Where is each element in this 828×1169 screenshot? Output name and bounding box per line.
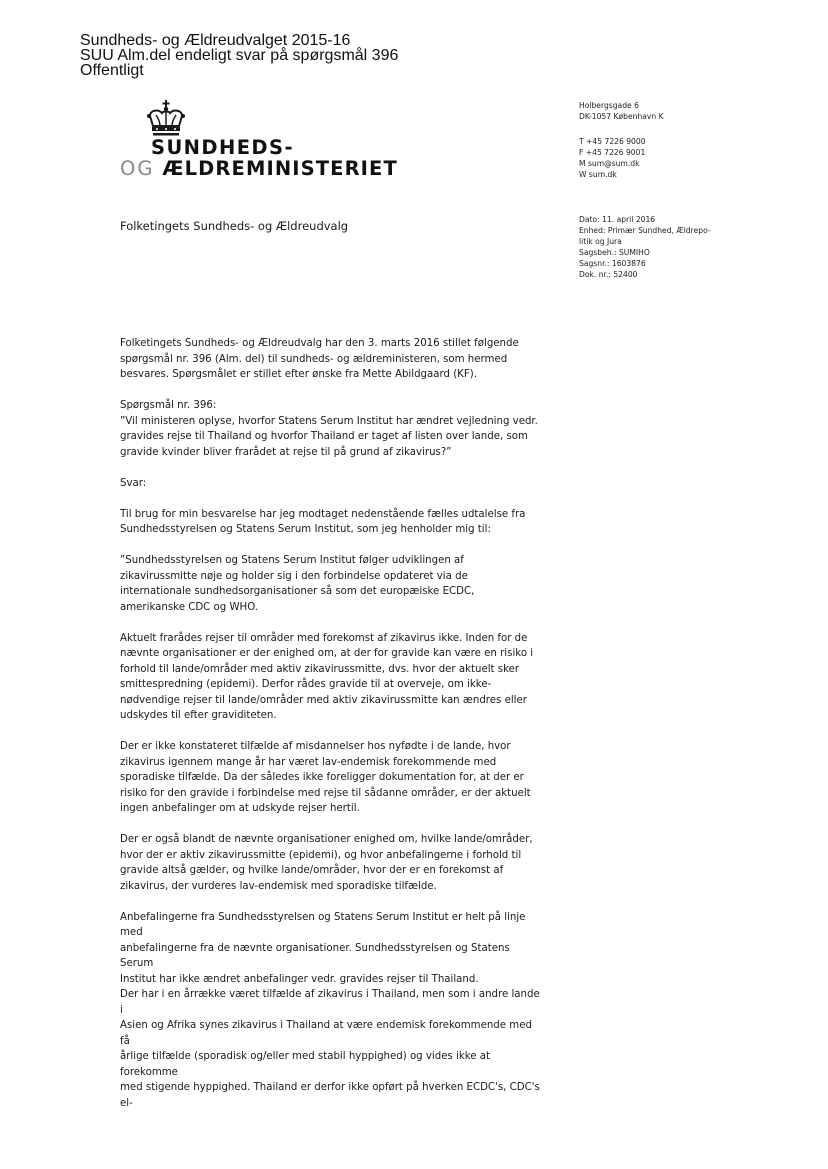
question-text: ”Vil ministeren oplyse, hvorfor Statens Serum Institut har ændret vejledning vedr. gravides rejse til Thailand og hvorfor Thailand er taget af listen over lande, som gravide kvinder bliver frarådet at rejse til på grund af zikavirus?” [120,415,538,458]
address-city: DK-1057 København K [579,112,664,121]
text-line: Institut har ikke ændret anbefalinger vedr. gravides rejser til Thailand. [120,973,479,985]
text-line: Der har i en årrække været tilfælde af zikavirus i Thailand, men som i andre lande i [120,989,540,1016]
address-fax: F +45 7226 9001 [579,148,646,157]
recipient: Folketingets Sundheds- og Ældreudvalg [120,219,349,233]
answer-heading: Svar: [120,477,147,489]
stamp-status: Offentligt [80,62,144,79]
letter-doc-number: Dok. nr.: 52400 [579,270,638,279]
address-street: Holbergsgade 6 [579,101,639,110]
intro-paragraph: Folketingets Sundheds- og Ældreudvalg har den 3. marts 2016 stillet følgende spørgsmål nr. 396 (Alm. del) til sundheds- og ældreministeren, som hermed besvares. Spørgsmålet er stillet efter ønske fra Mette Abildgaard (KF). [120,338,519,380]
question-heading: Spørgsmål nr. 396: [120,400,217,411]
letter-case-number: Sagsnr.: 1603876 [579,259,646,268]
stamp-reference: SUU Alm.del endeligt svar på spørgsmål 396 [80,47,399,64]
address-block [579,100,711,280]
statement-paragraph-2: Aktuelt frarådes rejser til områder med forekomst af zikavirus ikke. Inden for de nævnte organisationer er der enighed om, at der for gravide kan være en risiko i forhold til lande/områder med aktiv zikavirussmitte, dvs. hvor der aktuelt sker smittespredning (epidemi). Derfor rådes gravide til at overveje, om ikke-nødvendige rejser til lande/områder med aktiv zikavirussmitte kan ændres eller udskydes til efter graviditeten. [120,632,534,721]
address-mail: M sum@sum.dk [579,159,640,168]
text-line: Anbefalingerne fra Sundhedsstyrelsen og Statens Serum Institut er helt på linje med [120,911,526,938]
logo-og: OG [120,157,155,180]
logo-line-1: SUNDHEDS- [151,136,294,159]
text-line: Asien og Afrika synes zikavirus i Thailand at være endemisk forekommende med få [120,1020,532,1047]
letter-unit: Enhed: Primær Sundhed, Ældrepo- [579,226,711,235]
answer-intro: Til brug for min besvarelse har jeg modtaget nedenstående fælles udtalelse fra Sundhedsstyrelsen og Statens Serum Institut, som jeg henholder mig til: [120,508,526,535]
logo-line-2 [120,158,398,180]
address-phone: T +45 7226 9000 [579,137,646,146]
document-stamp [80,33,398,78]
text-line: årlige tilfælde (sporadisk og/eller med stabil hyppighed) og vides ikke at forekomme [120,1051,491,1078]
ministry-logo [120,138,398,180]
letter-caseworker: Sagsbeh.: SUMIHO [579,248,650,257]
statement-paragraph-1: ”Sundhedsstyrelsen og Statens Serum Institut følger udviklingen af zikavirussmitte nøje og holder sig i den forbindelse opdateret via de internationale sundhedsorganisationer så som det europæiske ECDC, amerikanske CDC og WHO. [120,555,475,613]
crown-icon [144,100,188,138]
text-line: anbefalingerne fra de nævnte organisationer. Sundhedsstyrelsen og Statens Serum [120,942,510,969]
statement-paragraph-3: Der er ikke konstateret tilfælde af misdannelser hos nyfødte i de lande, hvor zikavirus igennem mange år har været lav-endemisk forekommende med sporadiske tilfælde. Da der således ikke foreligger dokumentation for, at der er risiko for den gravide i forbindelse med rejse til sådanne områder, er der aktuelt ingen anbefalinger om at udskyde rejser hertil. [120,741,531,814]
address-web: W sum.dk [579,170,617,179]
text-line: med stigende hyppighed. Thailand er derfor ikke opført på hverken ECDC's, CDC's el- [120,1082,540,1109]
stamp-committee: Sundheds- og Ældreudvalget 2015-16 [80,32,351,49]
statement-paragraph-5 [120,910,540,1112]
letter-date: Dato: 11. april 2016 [579,215,656,224]
statement-paragraph-4: Der er også blandt de nævnte organisationer enighed om, hvilke lande/områder, hvor der er aktiv zikavirussmitte (epidemi), og hvor anbefalingerne i forhold til gravide altså gælder, og hvilke lande/områder, hvor der er en forekomst af zikavirus, der vurderes lav-endemisk med sporadiske tilfælde. [120,834,533,892]
letter-body [120,336,540,1111]
logo-ministry: ÆLDREMINISTERIET [162,157,398,180]
letter-unit-cont: litik og Jura [579,237,622,246]
